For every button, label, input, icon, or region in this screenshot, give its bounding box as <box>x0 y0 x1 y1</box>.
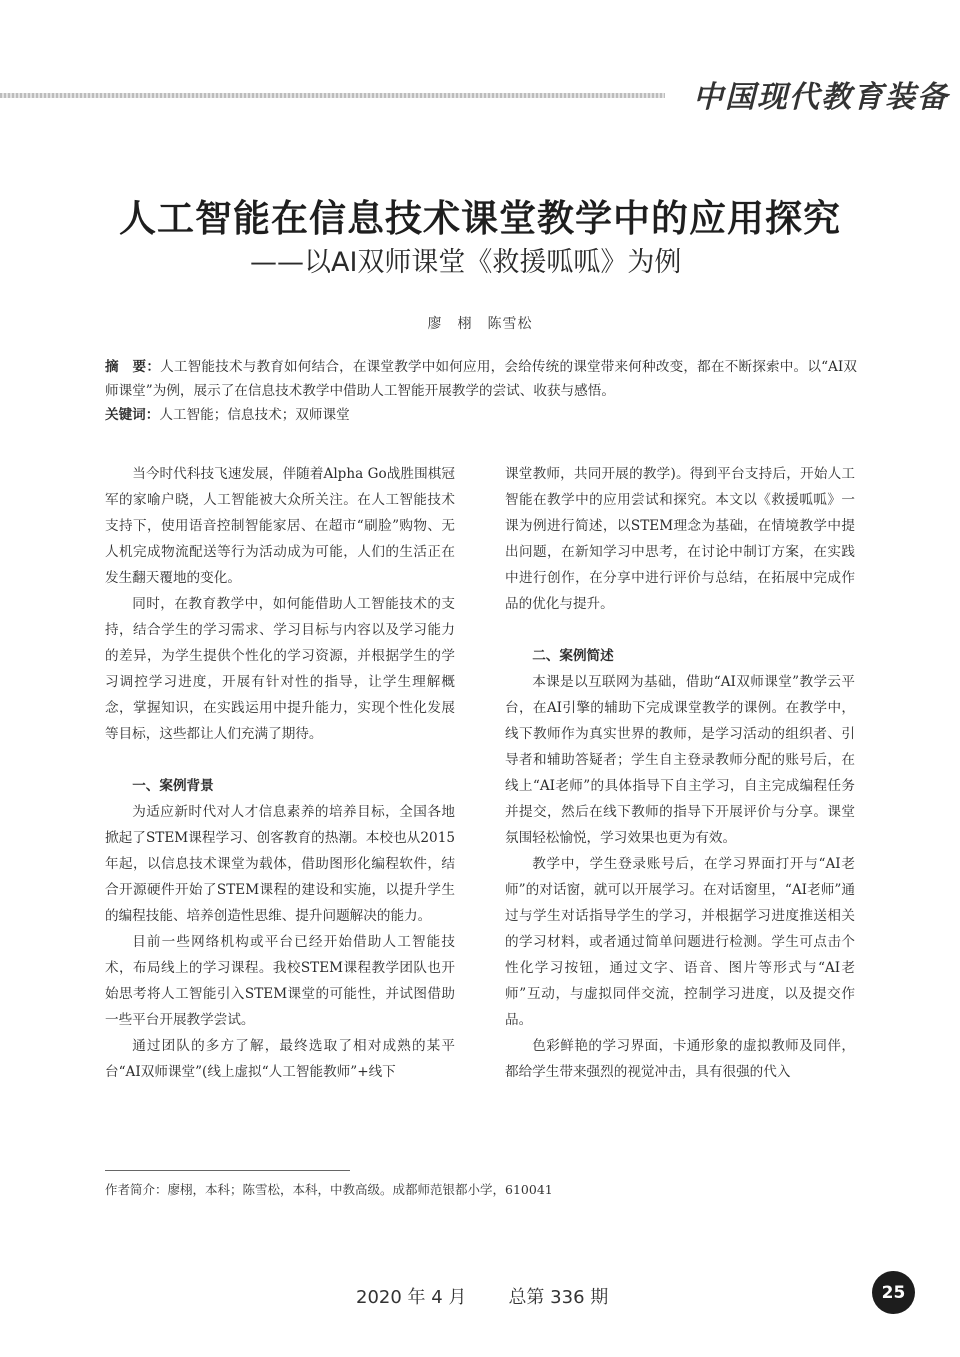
authors: 廖 栩 陈雪松 <box>427 316 533 332</box>
issue-number: 总第 336 期 <box>508 1287 609 1308</box>
keywords-text: 人工智能；信息技术；双师课堂 <box>159 407 350 423</box>
issue-info <box>356 1283 608 1309</box>
paragraph: 通过团队的多方了解，最终选取了相对成熟的某平台“AI双师课堂”(线上虚拟“人工智能教师”+线下 <box>105 1038 455 1080</box>
journal-name: 中国现代教育装备 <box>693 80 949 115</box>
abstract-label: 摘 要： <box>105 359 161 375</box>
keywords <box>105 403 857 427</box>
issue-date: 2020 年 4 月 <box>356 1287 467 1308</box>
left-column <box>105 461 455 1085</box>
paragraph: 教学中，学生登录账号后，在学习界面打开与“AI老师”的对话窗，就可以开展学习。在对话窗里，“AI老师”通过与学生对话指导学生的学习，并根据学习进度推送相关的学习材料，或者通过简单问题进行检测。学生可点击个性化学习按钮，通过文字、语音、图片等形式与“AI老师”互动，与虚拟同伴交流，控制学习进度，以及提交作品。 <box>505 856 855 1028</box>
header-rule <box>0 93 665 98</box>
paragraph: 本课是以互联网为基础，借助“AI双师课堂”教学云平台，在AI引擎的辅助下完成课堂教学的课例。在教学中，线下教师作为真实世界的教师，是学习活动的组织者、引导者和辅助答疑者；学生自主登录教师分配的账号后，在线上“AI老师”的具体指导下自主学习，自主完成编程任务并提交，然后在线下教师的指导下开展评价与分享。课堂氛围轻松愉悦，学习效果也更为有效。 <box>505 674 855 846</box>
keywords-label: 关键词： <box>105 407 160 423</box>
paragraph: 同时，在教育教学中，如何能借助人工智能技术的支持，结合学生的学习需求、学习目标与内容以及学习能力的差异，为学生提供个性化的学习资源，并根据学生的学习调控学习进度，开展有针对性的指导，让学生理解概念，掌握知识，在实践运用中提升能力，实现个性化发展等目标，这些都让人们充满了期待。 <box>105 596 455 742</box>
abstract-text: 人工智能技术与教育如何结合，在课堂教学中如何应用，会给传统的课堂带来何种改变，都在不断探索中。以“AI双师课堂”为例，展示了在信息技术教学中借助人工智能开展教学的尝试、收获与感悟。 <box>105 359 858 399</box>
abstract <box>105 355 857 403</box>
paragraph: 色彩鲜艳的学习界面，卡通形象的虚拟教师及同伴，都给学生带来强烈的视觉冲击，具有很强的代入 <box>505 1038 855 1080</box>
section-gap <box>105 747 455 773</box>
paragraph: 当今时代科技飞速发展，伴随着Alpha Go战胜围棋冠军的家喻户晓，人工智能被大众所关注。在人工智能技术支持下，使用语音控制智能家居、在超市“刷脸”购物、无人机完成物流配送等行为活动成为可能，人们的生活正在发生翻天覆地的变化。 <box>105 466 455 586</box>
section-gap <box>505 617 855 643</box>
paragraph: 目前一些网络机构或平台已经开始借助人工智能技术，布局线上的学习课程。我校STEM课程教学团队也开始思考将人工智能引入STEM课堂的可能性，并试图借助一些平台开展教学尝试。 <box>105 934 455 1028</box>
article-title: 人工智能在信息技术课堂教学中的应用探究 <box>119 197 841 240</box>
section-heading-background: 一、案例背景 <box>132 778 214 794</box>
section-heading-overview: 二、案例简述 <box>532 648 614 664</box>
paragraph-continued: 课堂教师，共同开展的教学)。得到平台支持后，开始人工智能在教学中的应用尝试和探究。本文以《救援呱呱》一课为例进行简述，以STEM理念为基础，在情境教学中提出问题，在新知学习中思考，在讨论中制订方案，在实践中进行创作，在分享中进行评价与总结，在拓展中完成作品的优化与提升。 <box>505 466 855 612</box>
page-number-badge: 25 <box>872 1271 915 1314</box>
author-footnote: 作者简介：廖栩，本科；陈雪松，本科，中教高级。成都师范银都小学，610041 <box>105 1182 553 1197</box>
right-column <box>505 461 855 1085</box>
article-subtitle: ——以AI双师课堂《救援呱呱》为例 <box>250 247 682 278</box>
footnote-rule <box>105 1170 350 1171</box>
paragraph: 为适应新时代对人才信息素养的培养目标，全国各地掀起了STEM课程学习、创客教育的热潮。本校也从2015年起，以信息技术课堂为载体，借助图形化编程软件，结合开源硬件开始了STEM课程的建设和实施，以提升学生的编程技能、培养创造性思维、提升问题解决的能力。 <box>105 804 455 924</box>
abstract-block <box>105 355 857 427</box>
